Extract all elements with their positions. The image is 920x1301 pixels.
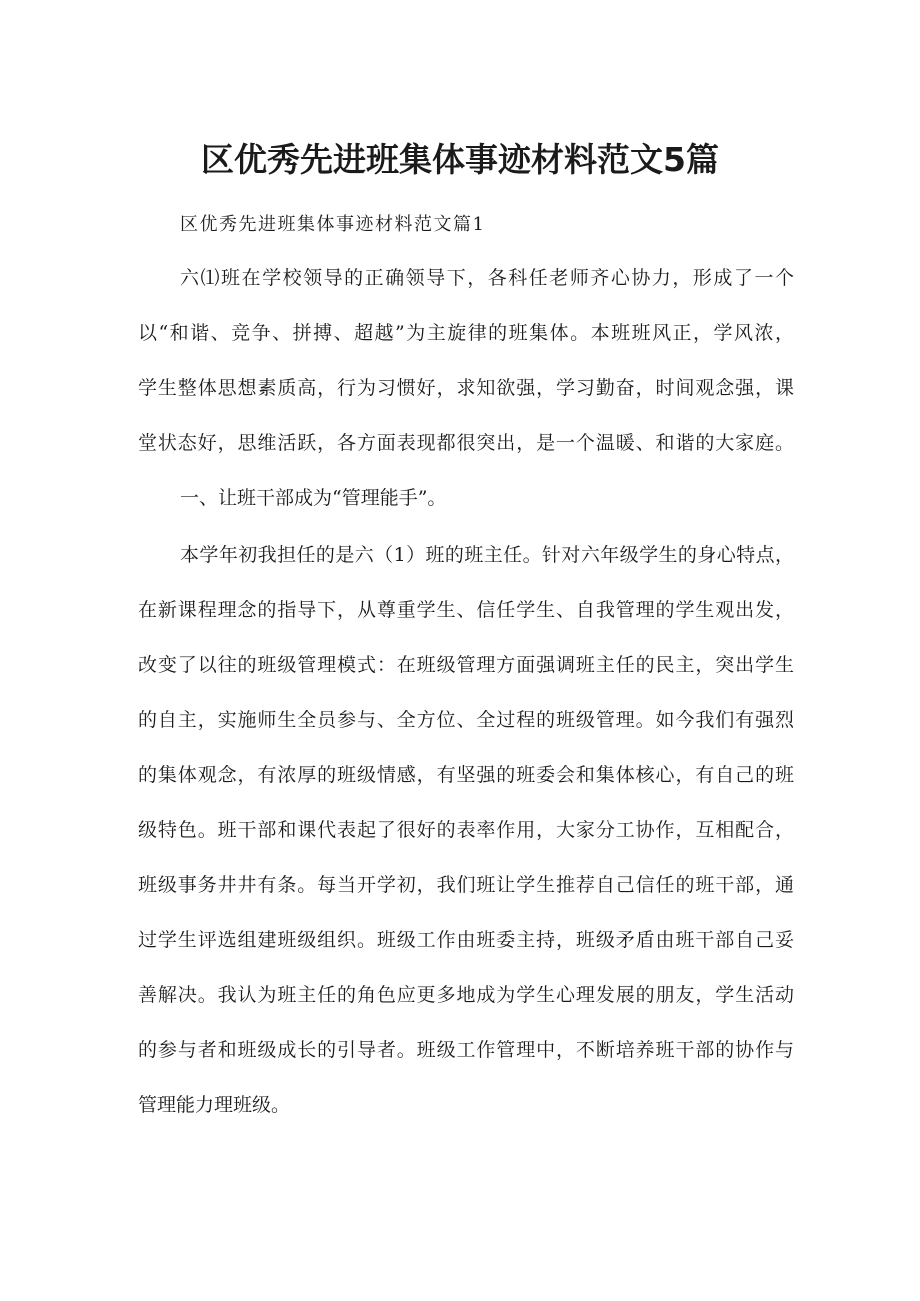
paragraph-line: 过学生评选组建班级组织。班级工作由班委主持，班级矛盾由班干部自己妥: [138, 929, 794, 951]
paragraph-line: 学生整体思想素质高，行为习惯好，求知欲强，学习勤奋，时间观念强，课: [138, 377, 794, 399]
paragraph-line: 级特色。班干部和课代表起了很好的表率作用，大家分工协作，互相配合，: [138, 819, 794, 841]
paragraph-line: 堂状态好，思维活跃，各方面表现都很突出，是一个温暖、和谐的大家庭。: [138, 432, 794, 454]
paragraph-line: 以“和谐、竞争、拼搏、超越”为主旋律的班集体。本班班风正，学风浓，: [138, 322, 794, 344]
section-heading: 一、让班干部成为“管理能手”。: [180, 487, 447, 509]
paragraph-line: 改变了以往的班级管理模式：在班级管理方面强调班主任的民主，突出学生: [138, 654, 794, 676]
paragraph-line: 的自主，实施师生全员参与、全方位、全过程的班级管理。如今我们有强烈: [138, 709, 794, 731]
paragraph-line: 善解决。我认为班主任的角色应更多地成为学生心理发展的朋友，学生活动: [138, 984, 794, 1006]
paragraph-line: 六⑴班在学校领导的正确领导下，各科任老师齐心协力，形成了一个: [180, 267, 794, 289]
paragraph-line: 在新课程理念的指导下，从尊重学生、信任学生、自我管理的学生观出发，: [138, 599, 794, 621]
paragraph-line: 本学年初我担任的是六（1）班的班主任。针对六年级学生的身心特点，: [180, 544, 794, 566]
document-subtitle: 区优秀先进班集体事迹材料范文篇1: [180, 214, 486, 235]
paragraph-line: 班级事务井井有条。每当开学初，我们班让学生推荐自己信任的班干部，通: [138, 874, 794, 896]
document-title: 区优秀先进班集体事迹材料范文5篇: [201, 140, 719, 179]
paragraph-line: 的集体观念，有浓厚的班级情感，有坚强的班委会和集体核心，有自己的班: [138, 764, 794, 786]
paragraph-line: 的参与者和班级成长的引导者。班级工作管理中，不断培养班干部的协作与: [138, 1039, 794, 1061]
paragraph-line: 管理能力理班级。: [138, 1094, 291, 1116]
